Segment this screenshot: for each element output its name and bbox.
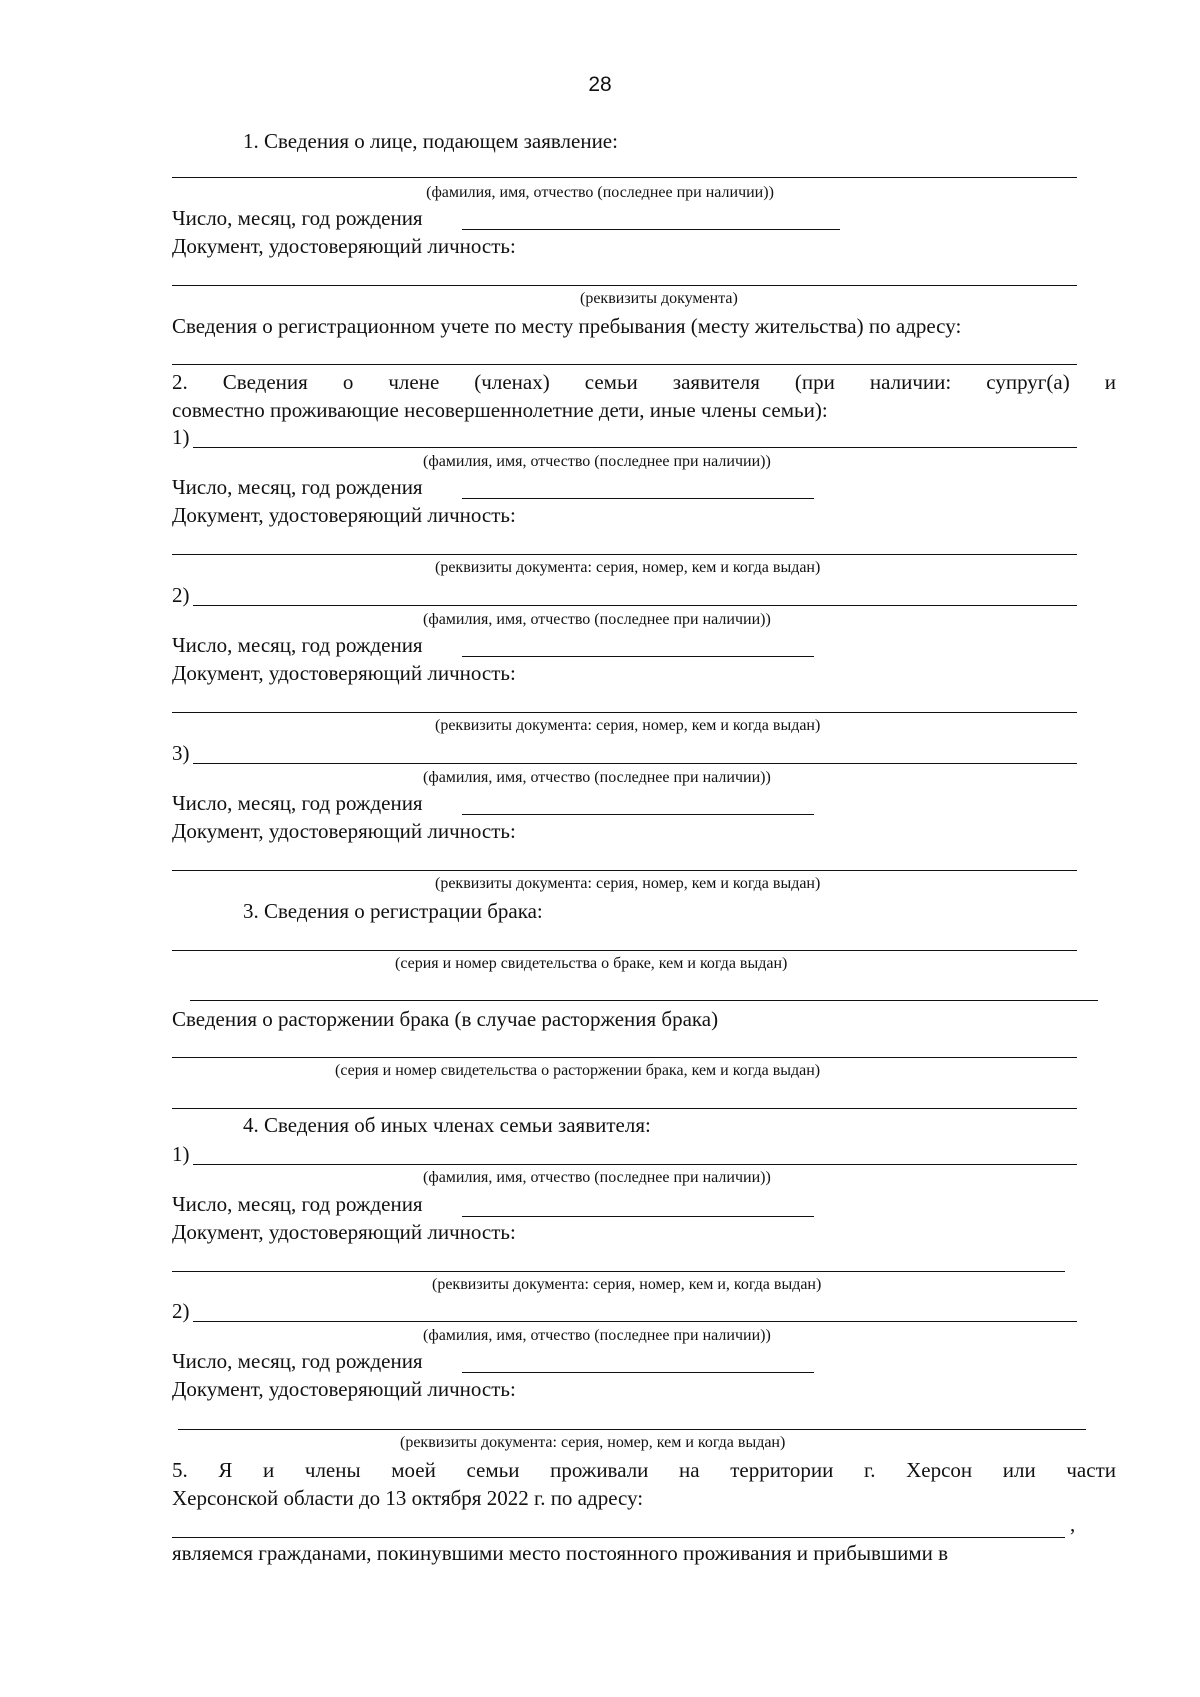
- marriage-certificate-field[interactable]: [172, 950, 1077, 951]
- former-address-field[interactable]: [172, 1537, 1065, 1538]
- section-5-text-cont: являемся гражданами, покинувшими место постоянного проживания и прибывшими в: [172, 1541, 949, 1565]
- divorce-label: Сведения о расторжении брака (в случае расторжения брака): [172, 1007, 719, 1031]
- other-member-name-caption: (фамилия, имя, отчество (последнее при наличии)): [423, 1169, 771, 1186]
- applicant-doc-caption: (реквизиты документа): [580, 290, 738, 307]
- member-number: 2): [172, 583, 190, 607]
- member-doc-caption: (реквизиты документа: серия, номер, кем и когда выдан): [435, 559, 821, 576]
- member-name-caption: (фамилия, имя, отчество (последнее при наличии)): [423, 769, 771, 786]
- other-member-dob-label: Число, месяц, год рождения: [172, 1192, 423, 1216]
- member-doc-field[interactable]: [172, 870, 1077, 871]
- applicant-name-field[interactable]: [172, 177, 1077, 178]
- member-name-caption: (фамилия, имя, отчество (последнее при наличии)): [423, 611, 771, 628]
- applicant-registration-label: Сведения о регистрационном учете по месту пребывания (месту жительства) по адресу:: [172, 314, 962, 338]
- member-doc-caption: (реквизиты документа: серия, номер, кем и когда выдан): [435, 717, 821, 734]
- other-member-doc-label: Документ, удостоверяющий личность:: [172, 1220, 516, 1244]
- member-dob-label: Число, месяц, год рождения: [172, 633, 423, 657]
- other-member-doc-field[interactable]: [178, 1429, 1086, 1430]
- other-member-doc-label: Документ, удостоверяющий личность:: [172, 1377, 516, 1401]
- member-dob-field[interactable]: [462, 498, 814, 499]
- other-member-number: 1): [172, 1142, 190, 1166]
- divorce-certificate-field[interactable]: [172, 1057, 1077, 1058]
- other-member-name-field[interactable]: [193, 1164, 1077, 1165]
- member-doc-field[interactable]: [172, 554, 1077, 555]
- section-3-heading: 3. Сведения о регистрации брака:: [243, 899, 543, 923]
- applicant-dob-field[interactable]: [462, 229, 840, 230]
- section-4-heading: 4. Сведения об иных членах семьи заявителя:: [243, 1113, 651, 1137]
- member-dob-field[interactable]: [462, 656, 814, 657]
- member-doc-caption: (реквизиты документа: серия, номер, кем и когда выдан): [435, 875, 821, 892]
- divorce-certificate-caption: (серия и номер свидетельства о расторжении брака, кем и когда выдан): [335, 1062, 821, 1079]
- other-member-name-caption: (фамилия, имя, отчество (последнее при наличии)): [423, 1327, 771, 1344]
- section-2-heading-cont: совместно проживающие несовершеннолетние дети, иные члены семьи):: [172, 398, 828, 422]
- member-number: 3): [172, 741, 190, 765]
- applicant-name-caption: (фамилия, имя, отчество (последнее при наличии)): [426, 184, 774, 201]
- marriage-certificate-caption: (серия и номер свидетельства о браке, кем и когда выдан): [395, 955, 788, 972]
- applicant-dob-label: Число, месяц, год рождения: [172, 206, 423, 230]
- section-5-heading: 5. Я и члены моей семьи проживали на территории г. Херсон или части: [172, 1458, 1116, 1482]
- other-member-dob-label: Число, месяц, год рождения: [172, 1349, 423, 1373]
- other-member-name-field[interactable]: [193, 1321, 1077, 1322]
- member-name-field[interactable]: [193, 763, 1077, 764]
- other-member-doc-field[interactable]: [172, 1271, 1065, 1272]
- member-doc-label: Документ, удостоверяющий личность:: [172, 503, 516, 527]
- member-dob-label: Число, месяц, год рождения: [172, 791, 423, 815]
- member-name-field[interactable]: [193, 447, 1077, 448]
- other-member-doc-caption: (реквизиты документа: серия, номер, кем и, когда выдан): [432, 1276, 822, 1293]
- page-number: 28: [588, 73, 612, 96]
- applicant-doc-field[interactable]: [172, 285, 1077, 286]
- section-1-heading: 1. Сведения о лице, подающем заявление:: [243, 129, 618, 153]
- divorce-extra-field[interactable]: [172, 1108, 1077, 1109]
- member-doc-label: Документ, удостоверяющий личность:: [172, 819, 516, 843]
- address-comma: ,: [1070, 1512, 1076, 1536]
- section-5-text: Херсонской области до 13 октября 2022 г. по адресу:: [172, 1486, 644, 1510]
- other-member-dob-field[interactable]: [462, 1216, 814, 1217]
- member-dob-field[interactable]: [462, 814, 814, 815]
- other-member-doc-caption: (реквизиты документа: серия, номер, кем и когда выдан): [400, 1434, 786, 1451]
- applicant-registration-field[interactable]: [172, 364, 1077, 365]
- member-number: 1): [172, 425, 190, 449]
- member-doc-field[interactable]: [172, 712, 1077, 713]
- member-name-caption: (фамилия, имя, отчество (последнее при наличии)): [423, 453, 771, 470]
- member-doc-label: Документ, удостоверяющий личность:: [172, 661, 516, 685]
- other-member-dob-field[interactable]: [462, 1372, 814, 1373]
- section-2-heading: 2. Сведения о члене (членах) семьи заявителя (при наличии: супруг(а) и: [172, 370, 1116, 394]
- other-member-number: 2): [172, 1299, 190, 1323]
- marriage-extra-field[interactable]: [190, 1000, 1098, 1001]
- member-dob-label: Число, месяц, год рождения: [172, 475, 423, 499]
- member-name-field[interactable]: [193, 605, 1077, 606]
- applicant-doc-label: Документ, удостоверяющий личность:: [172, 234, 516, 258]
